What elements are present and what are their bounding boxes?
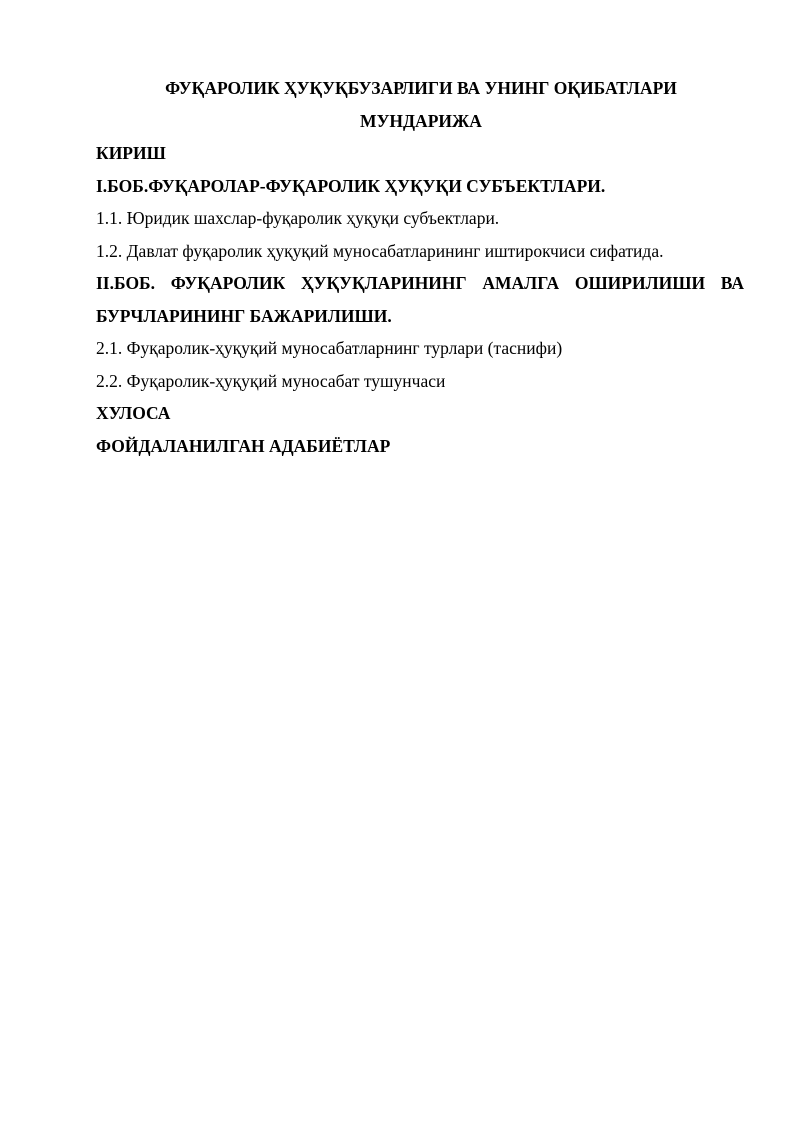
document-body	[96, 72, 746, 462]
toc-section-1-2: 1.2. Давлат фуқаролик ҳуқуқий муносабатларининг иштирокчиси сифатида.	[96, 240, 664, 261]
toc-section-2-1: 2.1. Фуқаролик-ҳуқуқий муносабатларнинг турлари (таснифи)	[96, 338, 563, 358]
toc-chapter-2-line-1: II.БОБ. ФУҚАРОЛИК ҲУҚУҚЛАРИНИНГ АМАЛГА ОШИРИЛИШИ ВА	[96, 273, 744, 293]
document-title: ФУҚАРОЛИК ҲУҚУҚБУЗАРЛИГИ ВА УНИНГ ОҚИБАТЛАРИ	[165, 78, 677, 98]
toc-section-2-2: 2.2. Фуқаролик-ҳуқуқий муносабат тушунчаси	[96, 370, 446, 391]
toc-section-1-1: 1.1. Юридик шахслар-фуқаролик ҳуқуқи субъектлари.	[96, 208, 500, 228]
toc-chapter-1: I.БОБ.ФУҚАРОЛАР-ФУҚАРОЛИК ҲУҚУҚИ СУБЪЕКТЛАРИ.	[96, 175, 606, 196]
toc-chapter-2-line-2: БУРЧЛАРИНИНГ БАЖАРИЛИШИ.	[96, 305, 392, 326]
contents-heading: МУНДАРИЖА	[360, 110, 482, 131]
toc-intro: КИРИШ	[96, 143, 166, 163]
toc-references: ФОЙДАЛАНИЛГАН АДАБИЁТЛАР	[96, 435, 391, 456]
toc-conclusion: ХУЛОСА	[96, 403, 171, 423]
